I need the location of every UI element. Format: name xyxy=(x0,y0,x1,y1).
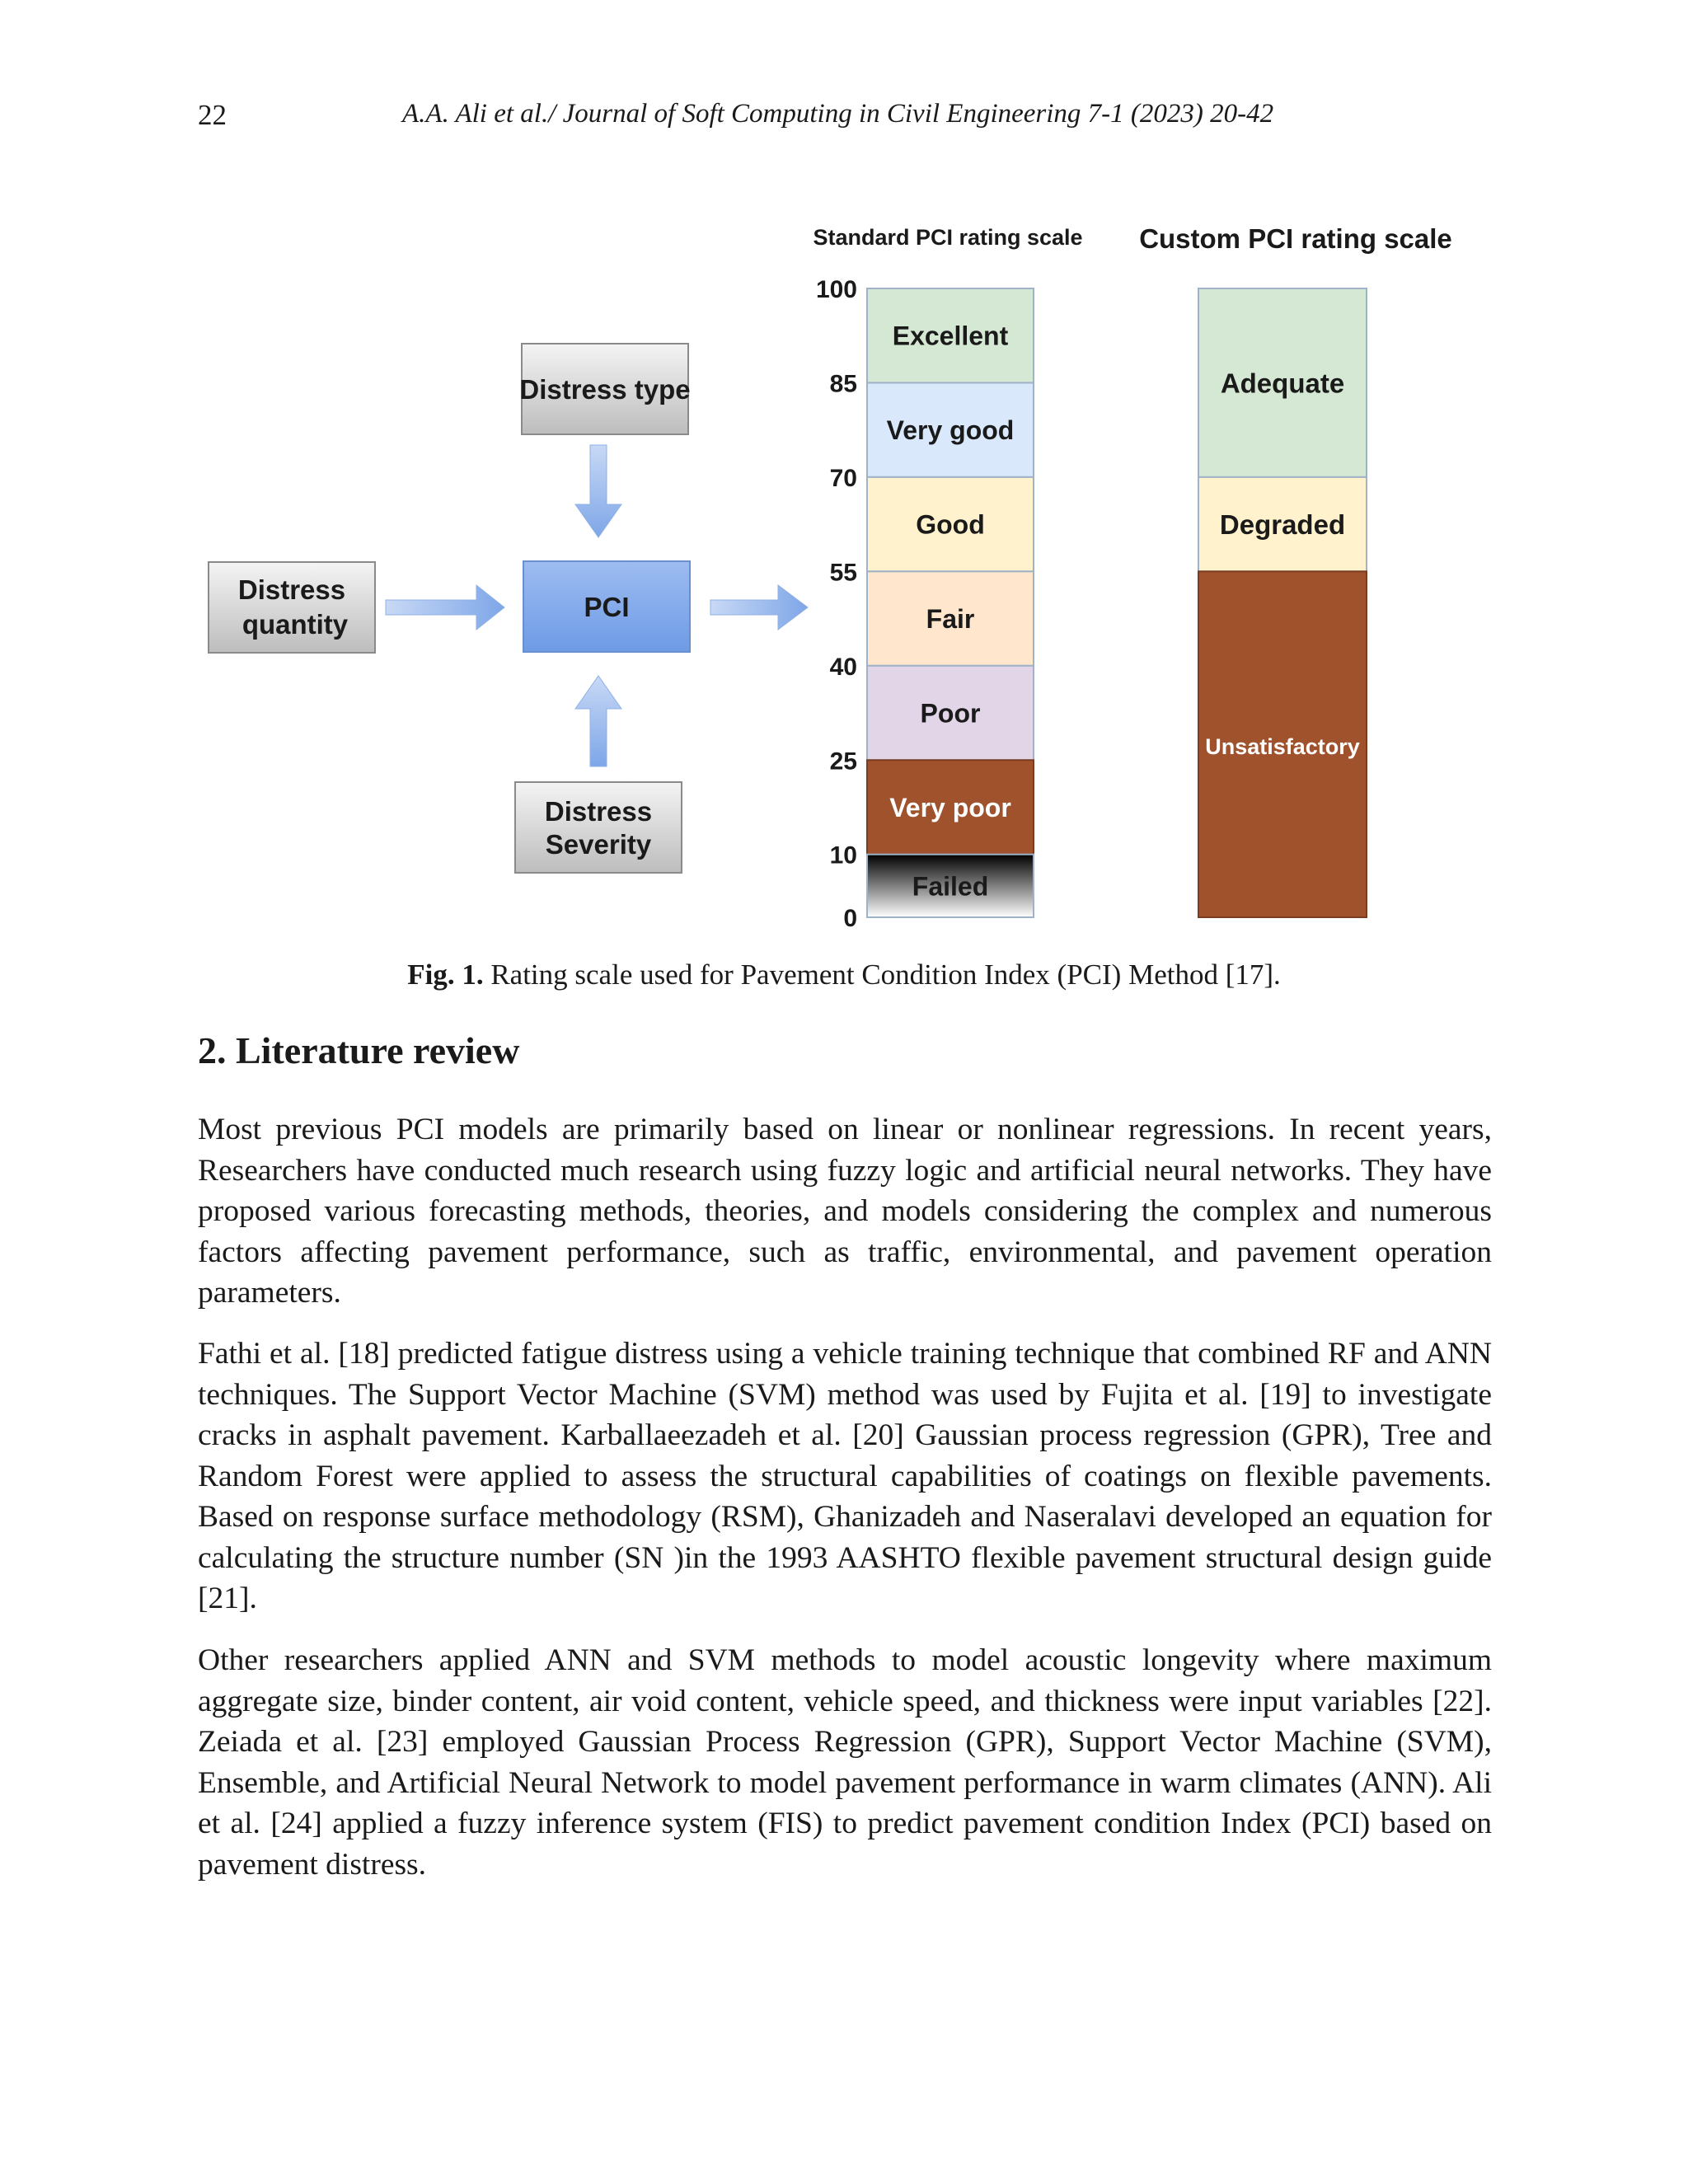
arrow-down-icon xyxy=(575,445,621,537)
distress-type-label: Distress type xyxy=(519,374,691,405)
distress-severity-box xyxy=(515,782,682,873)
paragraph: Other researchers applied ANN and SVM methods to model acoustic longevity where maximum aggregate size, binder content, air void content, vehicle speed, and thickness were input variables [22]. Zeiada et al. [23] employed Gaussian Process Regression (GPR), Support Vector Machine (SVM), Ensemble, and Artificial Neural Network to model pavement performance in warm climates (ANN). Ali et al. [24] applied a fuzzy inference system (FIS) to predict pavement condition Index (PCI) based on pavement distress. xyxy=(198,1643,1492,1882)
arrow-up-icon xyxy=(575,676,621,766)
pci-rating-figure xyxy=(0,0,1688,956)
journal-running-header: A.A. Ali et al./ Journal of Soft Computing in Civil Engineering 7-1 (2023) 20-42 xyxy=(402,99,1274,129)
standard-band-label: Failed xyxy=(912,871,989,902)
distress-type-box xyxy=(519,344,690,434)
tick-label: 40 xyxy=(829,653,857,681)
arrow-right-to-scale-icon xyxy=(710,585,808,630)
standard-scale-title: Standard PCI rating scale xyxy=(813,225,1083,250)
custom-scale-title: Custom PCI rating scale xyxy=(1139,223,1452,254)
distress-quantity-label-2: quantity xyxy=(241,609,349,640)
custom-band-label: Degraded xyxy=(1219,509,1346,541)
distress-quantity-label-1: Distress xyxy=(237,574,346,605)
tick-label: 25 xyxy=(829,748,857,776)
arrow-right-icon xyxy=(386,585,504,630)
scale-ticks xyxy=(816,276,857,932)
distress-severity-label-2: Severity xyxy=(545,829,652,860)
tick-label: 10 xyxy=(829,841,857,869)
standard-band-label: Very good xyxy=(886,415,1015,446)
custom-band-label: Unsatisfactory xyxy=(1205,734,1360,760)
pci-label: PCI xyxy=(584,592,630,622)
pci-box xyxy=(523,561,690,652)
caption-label: Fig. 1. xyxy=(407,958,484,991)
standard-scale xyxy=(867,288,1034,917)
tick-label: 0 xyxy=(843,905,857,932)
paragraph: Most previous PCI models are primarily based on linear or nonlinear regressions. In recent years, Researchers have conducted much research using fuzzy logic and artificial neural networks. They have proposed various forecasting methods, theories, and models considering the complex and numerous factors affecting pavement performance, such as traffic, environmental, and pavement operation parameters. xyxy=(198,1113,1492,1310)
distress-severity-label-1: Distress xyxy=(544,796,653,827)
paragraph: Fathi et al. [18] predicted fatigue distress using a vehicle training technique that combined RF and ANN techniques. The Support Vector Machine (SVM) method was used by Fujita et al. [19] to investigate cracks in asphalt pavement. Karballaeezadeh et al. [20] Gaussian process regression (GPR), Tree and Random Forest were applied to assess the structural capabilities of coatings on flexible pavements. Based on response surface methodology (RSM), Ghanizadeh and Naseralavi developed an equation for calculating the structure number (SN )in the 1993 AASHTO flexible pavement structural design guide [21]. xyxy=(198,1337,1492,1615)
caption-text: Rating scale used for Pavement Condition Index (PCI) Method [17]. xyxy=(483,958,1281,991)
tick-label: 70 xyxy=(829,464,857,492)
tick-label: 55 xyxy=(829,559,857,587)
page-number: 22 xyxy=(198,99,227,131)
distress-quantity-box xyxy=(209,562,375,653)
standard-band-label: Very poor xyxy=(889,792,1011,823)
standard-band-label: Excellent xyxy=(892,321,1009,351)
standard-band-label: Poor xyxy=(920,698,981,729)
standard-band-label: Fair xyxy=(926,604,975,635)
custom-scale xyxy=(1198,288,1367,917)
figure-caption xyxy=(0,958,1688,991)
standard-band-label: Good xyxy=(916,509,985,540)
tick-label: 85 xyxy=(829,370,857,398)
tick-label: 100 xyxy=(815,276,857,303)
section-heading: 2. Literature review xyxy=(198,1029,520,1071)
custom-band-label: Adequate xyxy=(1220,368,1345,399)
